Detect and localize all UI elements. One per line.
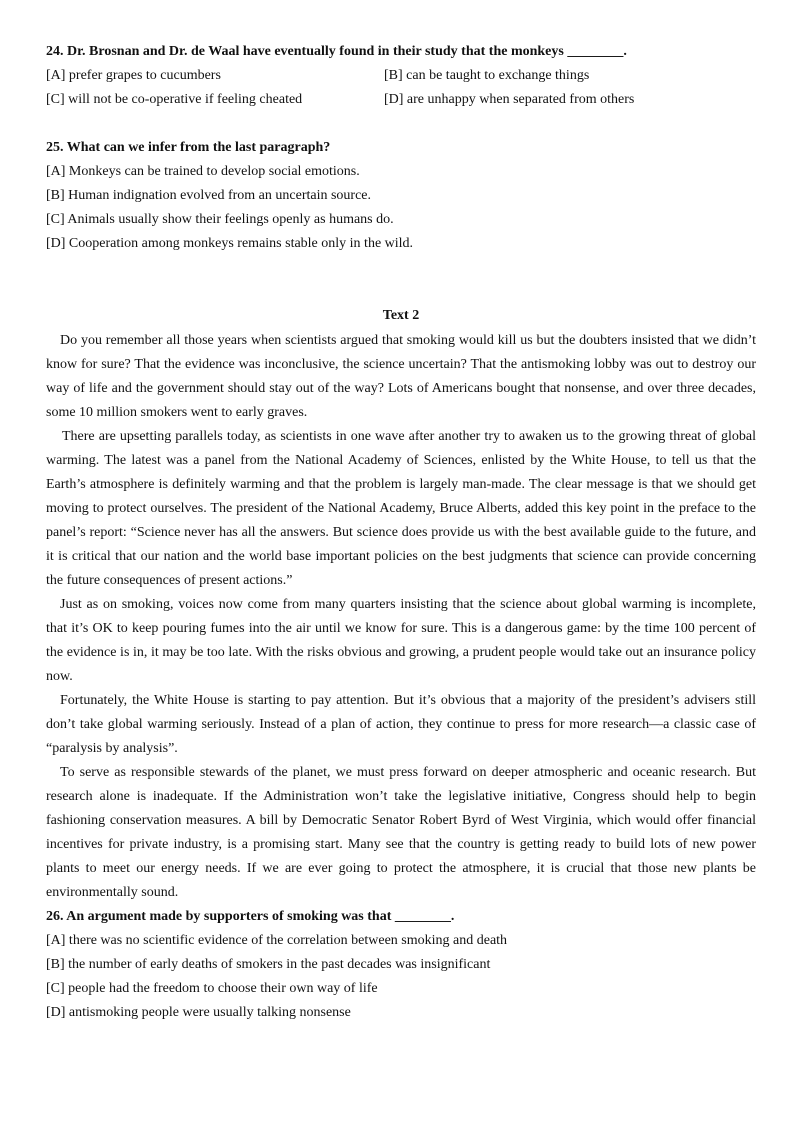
question-25-option-b: [B] Human indignation evolved from an uncertain source. — [46, 188, 372, 203]
question-24-option-d: [D] are unhappy when separated from others — [384, 92, 635, 107]
passage-paragraph-1: Do you remember all those years when scientists argued that smoking would kill us but the doubters insisted that we didn’t know for sure? That the evidence was inconclusive, the science uncertain? That the antismoking lobby was out to destroy our way of life and the government should stay out of the way? Lots of Americans bought that nonsense, and over three decades, some 10 million smokers went to early graves. — [46, 333, 756, 420]
passage-paragraph-4: Fortunately, the White House is starting to pay attention. But it’s obvious that a majority of the president’s advisers still don’t take global warming seriously. Instead of a plan of action, they continue to press for more research—a classic case of “paralysis by analysis”. — [46, 693, 756, 756]
text-2-passage — [46, 329, 756, 905]
spacer — [46, 112, 756, 136]
question-26 — [46, 905, 756, 1025]
question-25-option-c: [C] Animals usually show their feelings openly as humans do. — [46, 212, 394, 227]
question-24-option-b: [B] can be taught to exchange things — [384, 68, 590, 83]
passage-paragraph-3: Just as on smoking, voices now come from many quarters insisting that the science about global warming is incomplete, that it’s OK to keep pouring fumes into the air until we know for sure. This is a dangerous game: by the time 100 percent of the evidence is in, it may be too late. With the risks obvious and growing, a prudent people would take out an insurance policy now. — [46, 597, 756, 684]
question-24-title: 24. Dr. Brosnan and Dr. de Waal have eventually found in their study that the monkeys ________. — [46, 44, 627, 59]
question-24-option-a: [A] prefer grapes to cucumbers — [46, 68, 221, 83]
question-26-title: 26. An argument made by supporters of smoking was that ________. — [46, 909, 455, 924]
question-25-option-d: [D] Cooperation among monkeys remains stable only in the wild. — [46, 236, 414, 251]
passage-paragraph-2: There are upsetting parallels today, as scientists in one wave after another try to awaken us to the growing threat of global warming. The latest was a panel from the National Academy of Sciences, enlisted by the White House, to tell us that the Earth’s atmosphere is definitely warming and that the problem is largely man-made. The clear message is that we should get moving to protect ourselves. The president of the National Academy, Bruce Alberts, added this key point in the preface to the panel’s report: “Science never has all the answers. But science does provide us with the best available guide to the future, and it is critical that our nation and the world base important policies on the best judgments that science can provide concerning the future consequences of present actions.” — [46, 429, 756, 588]
question-24-options-row-1 — [46, 64, 756, 88]
question-25-title: 25. What can we infer from the last paragraph? — [46, 140, 331, 155]
question-24 — [46, 40, 756, 112]
question-25-option-a: [A] Monkeys can be trained to develop social emotions. — [46, 164, 360, 179]
text-2-heading: Text 2 — [382, 308, 420, 323]
question-26-option-d: [D] antismoking people were usually talking nonsense — [46, 1005, 351, 1020]
question-24-option-c: [C] will not be co-operative if feeling cheated — [46, 92, 303, 107]
exam-page — [46, 40, 756, 1025]
question-26-option-b: [B] the number of early deaths of smokers in the past decades was insignificant — [46, 957, 491, 972]
question-25 — [46, 136, 756, 256]
question-26-option-c: [C] people had the freedom to choose their own way of life — [46, 981, 378, 996]
question-26-option-a: [A] there was no scientific evidence of the correlation between smoking and death — [46, 933, 508, 948]
passage-paragraph-5: To serve as responsible stewards of the planet, we must press forward on deeper atmospheric and oceanic research. But research alone is inadequate. If the Administration won’t take the legislative initiative, Congress should help to begin fashioning conservation measures. A bill by Democratic Senator Robert Byrd of West Virginia, which would offer financial incentives for private industry, is a promising start. Many see that the country is getting ready to build lots of new power plants to meet our energy needs. If we are ever going to protect the atmosphere, it is crucial that those new plants be environmentally sound. — [46, 765, 756, 900]
question-24-options-row-2 — [46, 88, 756, 112]
